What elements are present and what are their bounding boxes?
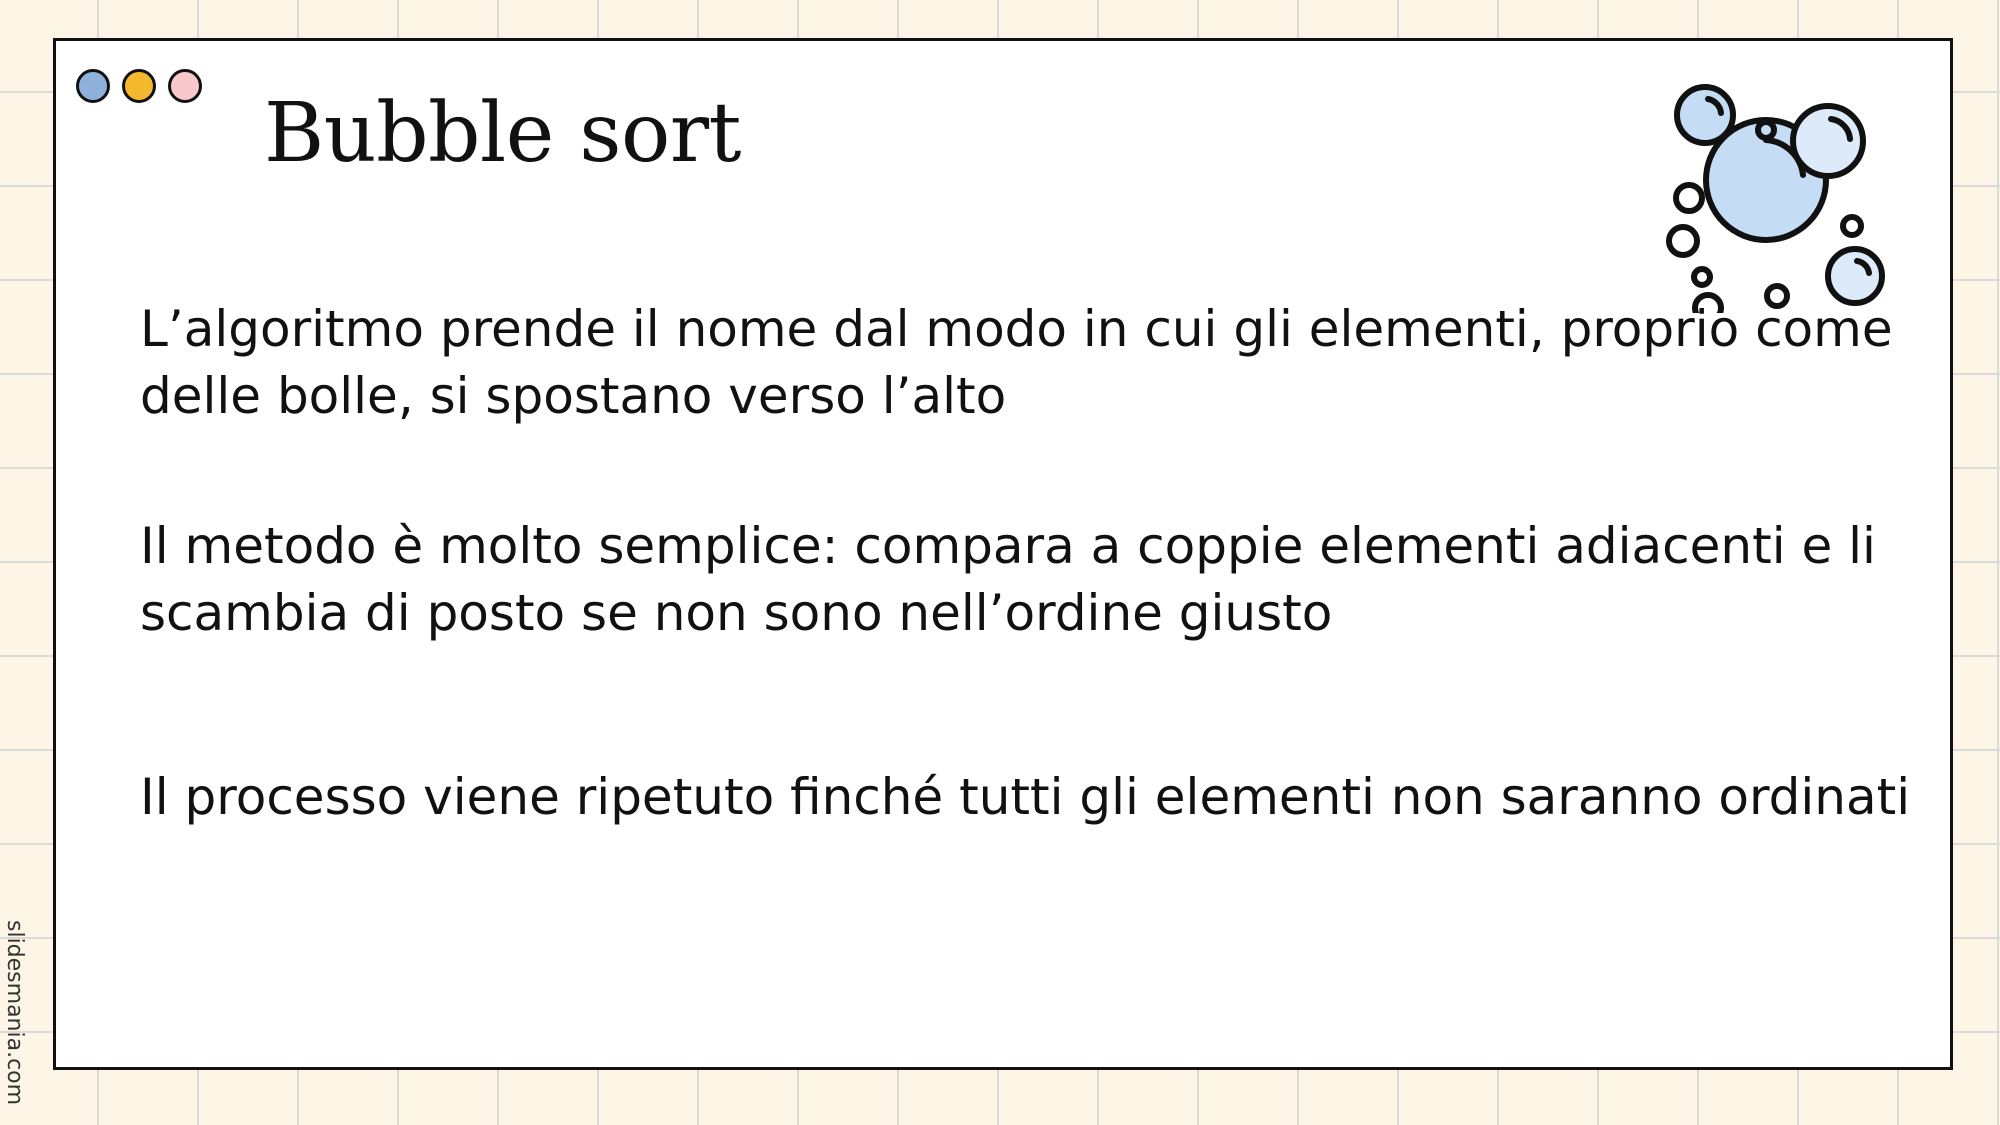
paragraph-process: Il processo viene ripetuto finché tutti gli elementi non saranno ordinati	[140, 768, 1911, 826]
paragraph-method: Il metodo è molto semplice: compara a coppie elementi adiacenti e li scambia di posto se non sono nell’ordine giusto	[140, 517, 1876, 642]
watermark: slidesmania.com	[2, 920, 27, 1106]
pink-dot-icon	[168, 69, 202, 103]
bubbles-icon	[1653, 63, 1903, 313]
slide-card	[53, 38, 1953, 1070]
yellow-dot-icon	[122, 69, 156, 103]
paragraph-origin: L’algoritmo prende il nome dal modo in cui gli elementi, proprio come delle bolle, si spostano verso l’alto	[140, 300, 1893, 425]
slide-title: Bubble sort	[264, 86, 741, 181]
window-dots	[76, 69, 202, 103]
blue-dot-icon	[76, 69, 110, 103]
